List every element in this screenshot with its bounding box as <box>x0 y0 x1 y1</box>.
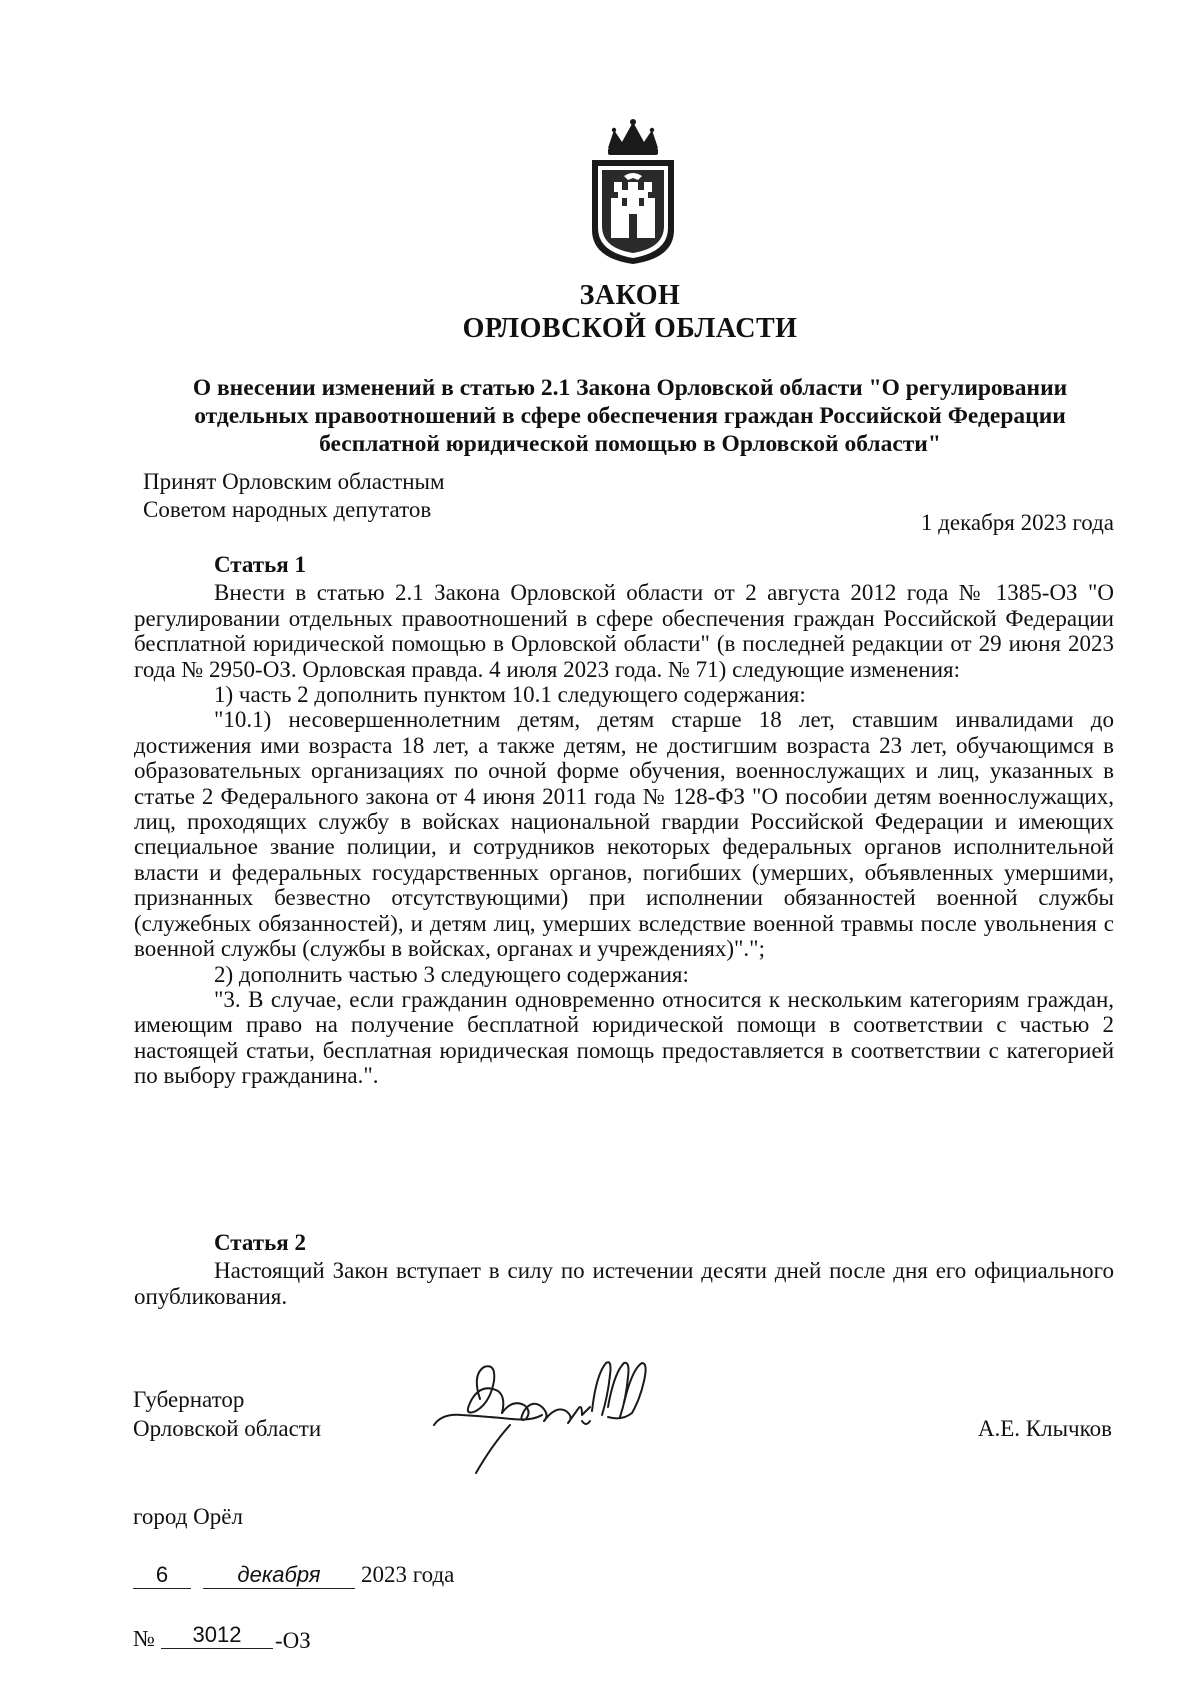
region-title: ОРЛОВСКОЙ ОБЛАСТИ <box>462 313 798 344</box>
governor-name: А.Е. Клычков <box>977 1416 1112 1441</box>
law-number <box>133 1622 533 1652</box>
signing-date <box>133 1562 533 1592</box>
number-sign: № <box>133 1626 155 1651</box>
law-subtitle: О внесении изменений в статью 2.1 Закона Орловской области "О регулировании отдельных правоотношений в сфере обеспечения граждан Российской Федерации бесплатной юридической помощью в Орловской области" <box>192 375 1068 457</box>
article-1-paragraph: 1) часть 2 дополнить пунктом 10.1 следующего содержания: <box>214 682 806 708</box>
governor-position-line-1: Губернатор <box>133 1387 245 1412</box>
law-number-suffix: -ОЗ <box>275 1628 311 1653</box>
governor-position <box>133 1385 321 1443</box>
adoption-line-2: Советом народных депутатов <box>143 497 432 522</box>
article-1-paragraph: "3. В случае, если гражданин одновременно относится к нескольким категориям граждан, имеющим право на получение бесплатной юридической помощи в соответствии с частью 2 настоящей статьи, бесплатная юридическая помощь предоставляется в соответствии с категорией по выбору гражданина.". <box>134 986 1114 1089</box>
adoption-date: 1 декабря 2023 года <box>920 510 1114 535</box>
handwritten-signature-icon <box>432 1355 662 1475</box>
adoption-line-1: Принят Орловским областным <box>143 469 445 494</box>
governor-position-line-2: Орловской области <box>133 1416 322 1441</box>
article-1 <box>134 552 1114 1089</box>
signing-month: декабря <box>203 1562 355 1589</box>
article-1-paragraph: Внести в статью 2.1 Закона Орловской области от 2 августа 2012 года № 1385-ОЗ "О регулировании отдельных правоотношений в сфере обеспечения граждан Российской Федерации бесплатной юридической помощью в Орловской области" (в последней редакции от 29 июня 2023 года № 2950-ОЗ. Орловская правда. 4 июля 2023 года. № 71) следующие изменения: <box>134 580 1114 682</box>
article-2-paragraph: Настоящий Закон вступает в силу по истечении десяти дней после дня его официального опубликования. <box>134 1258 1114 1309</box>
adoption-body <box>143 468 445 524</box>
document-type-title: ЗАКОН <box>579 280 681 311</box>
article-2 <box>134 1230 1114 1309</box>
article-1-heading: Статья 1 <box>214 552 306 577</box>
signing-city: город Орёл <box>133 1504 243 1529</box>
article-2-heading: Статья 2 <box>214 1230 306 1255</box>
signing-year: 2023 года <box>361 1562 455 1587</box>
orel-oblast-coat-of-arms-icon <box>578 118 688 268</box>
article-1-paragraph: 2) дополнить частью 3 следующего содержания: <box>214 961 689 987</box>
law-number-value: 3012 <box>161 1622 273 1649</box>
article-1-paragraph: "10.1) несовершеннолетним детям, детям старше 18 лет, ставшим инвалидами до достижения ими возраста 18 лет, а также детям, не достигшим возраста 23 лет, обучающимся в образовательных организациях по очной форме обучения, военнослужащих и лиц, указанных в статье 2 Федерального закона от 4 июня 2011 года № 128-ФЗ "О пособии детям военнослужащих, лиц, проходящих службу в войсках национальной гвардии Российской Федерации и имеющих специальное звание полиции, и сотрудников некоторых федеральных органов исполнительной власти и федеральных государственных органов, погибших (умерших, объявленных умершими, признанных безвестно отсутствующими) при исполнении обязанностей военной службы (служебных обязанностей), и детям лиц, умерших вследствие военной травмы после увольнения с военной службы (службы в войсках, органах и учреждениях)"."; <box>134 707 1114 962</box>
signing-day: 6 <box>133 1562 191 1589</box>
